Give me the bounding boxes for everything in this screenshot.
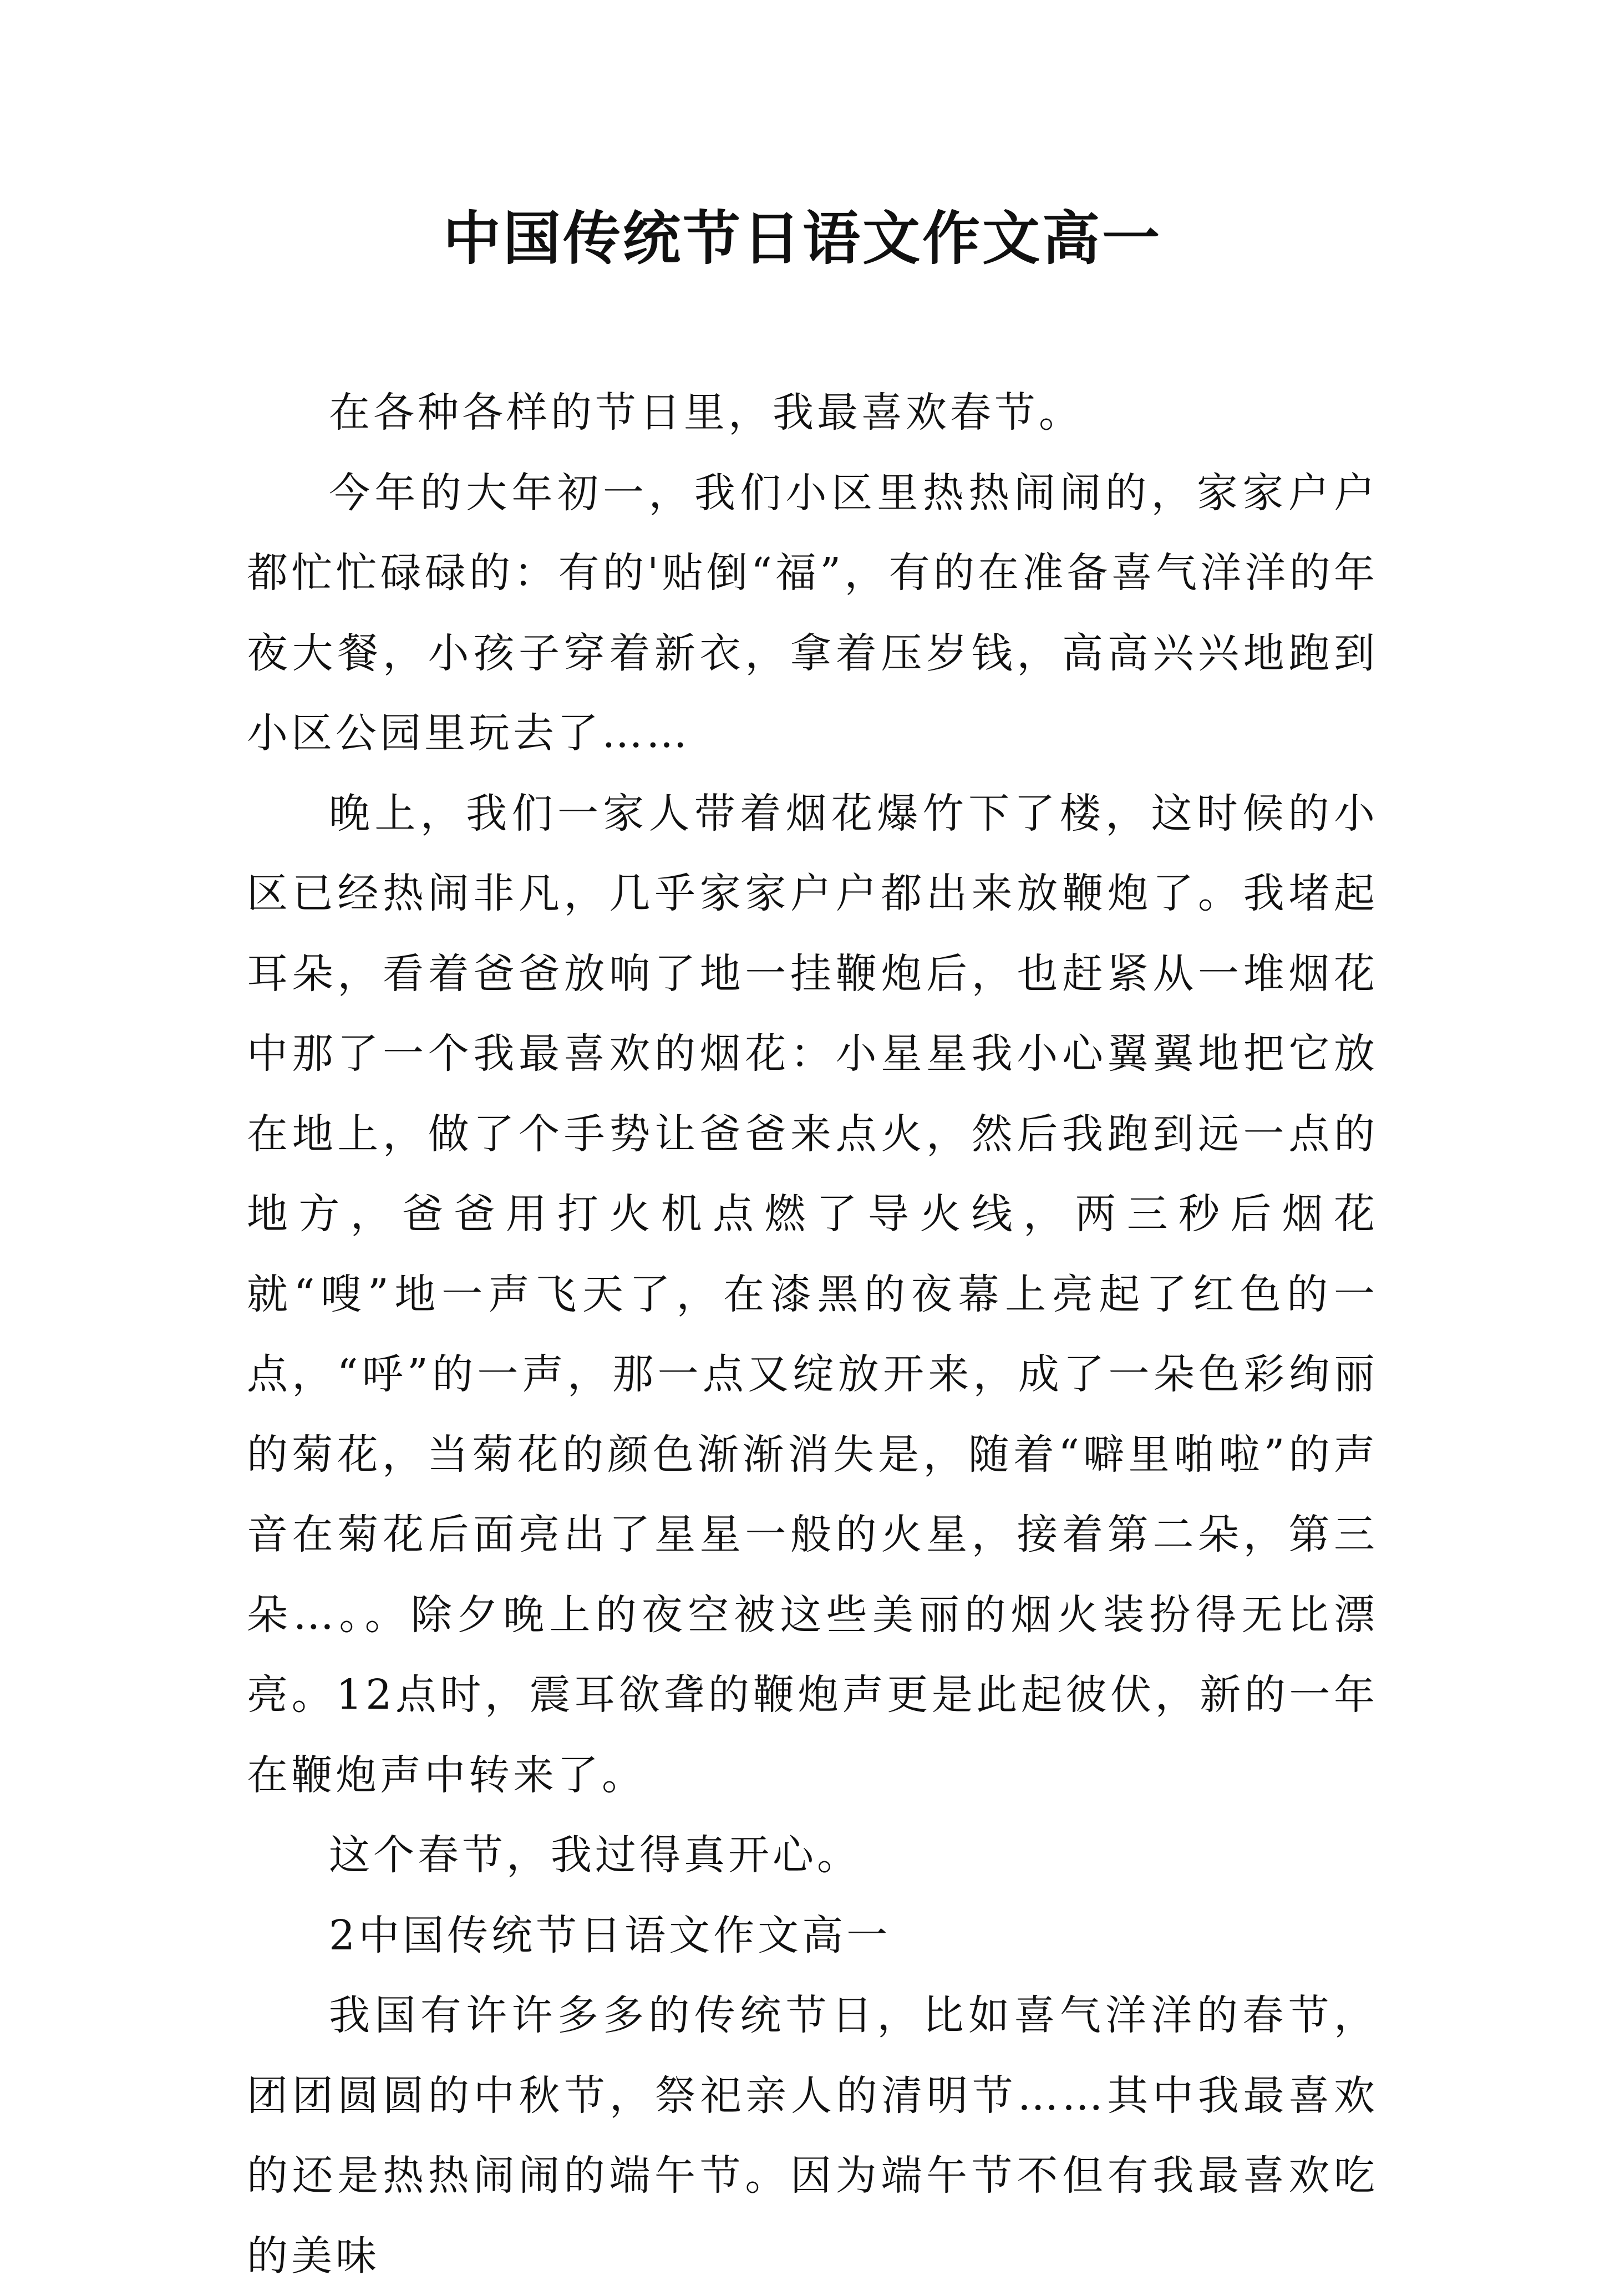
paragraph: 晚上，我们一家人带着烟花爆竹下了楼，这时候的小区已经热闹非凡，几乎家家户户都出来放鞭炮了。我堵起耳朵，看着爸爸放响了地一挂鞭炮后，也赶紧从一堆烟花中那了一个我最喜欢的烟花：小星星我小心翼翼地把它放在地上，做了个手势让爸爸来点火，然后我跑到远一点的地方，爸爸用打火机点燃了导火线，两三秒后烟花就“嗖”地一声飞天了，在漆黑的夜幕上亮起了红色的一点，“呼”的一声，那一点又绽放开来，成了一朵色彩绚丽的菊花，当菊花的颜色渐渐消失是，随着“噼里啪啦”的声音在菊花后面亮出了星星一般的火星，接着第二朵，第三朵…。。除夕晚上的夜空被这些美丽的烟火装扮得无比漂亮。12点时，震耳欲聋的鞭炮声更是此起彼伏，新的一年在鞭炮声中转来了。	[247, 789, 1378, 1799]
paragraph: 今年的大年初一，我们小区里热热闹闹的，家家户户都忙忙碌碌的：有的'贴倒“福”，有的在准备喜气洋洋的年夜大餐，小孩子穿着新衣，拿着压岁钱，高高兴兴地跑到小区公园里玩去了……	[247, 469, 1378, 757]
paragraph: 我国有许许多多的传统节日，比如喜气洋洋的春节，团团圆圆的中秋节，祭祀亲人的清明节……其中我最喜欢的还是热热闹闹的端午节。因为端午节不但有我最喜欢吃的美味	[247, 1992, 1378, 2280]
paragraph: 2中国传统节日语文作文高一	[329, 1911, 891, 1959]
paragraph: 在各种各样的节日里，我最喜欢春节。	[329, 389, 1083, 436]
document-body	[247, 373, 1378, 2296]
document-title: 中国传统节日语文作文高一	[443, 204, 1162, 272]
paragraph: 这个春节，我过得真开心。	[329, 1831, 861, 1879]
